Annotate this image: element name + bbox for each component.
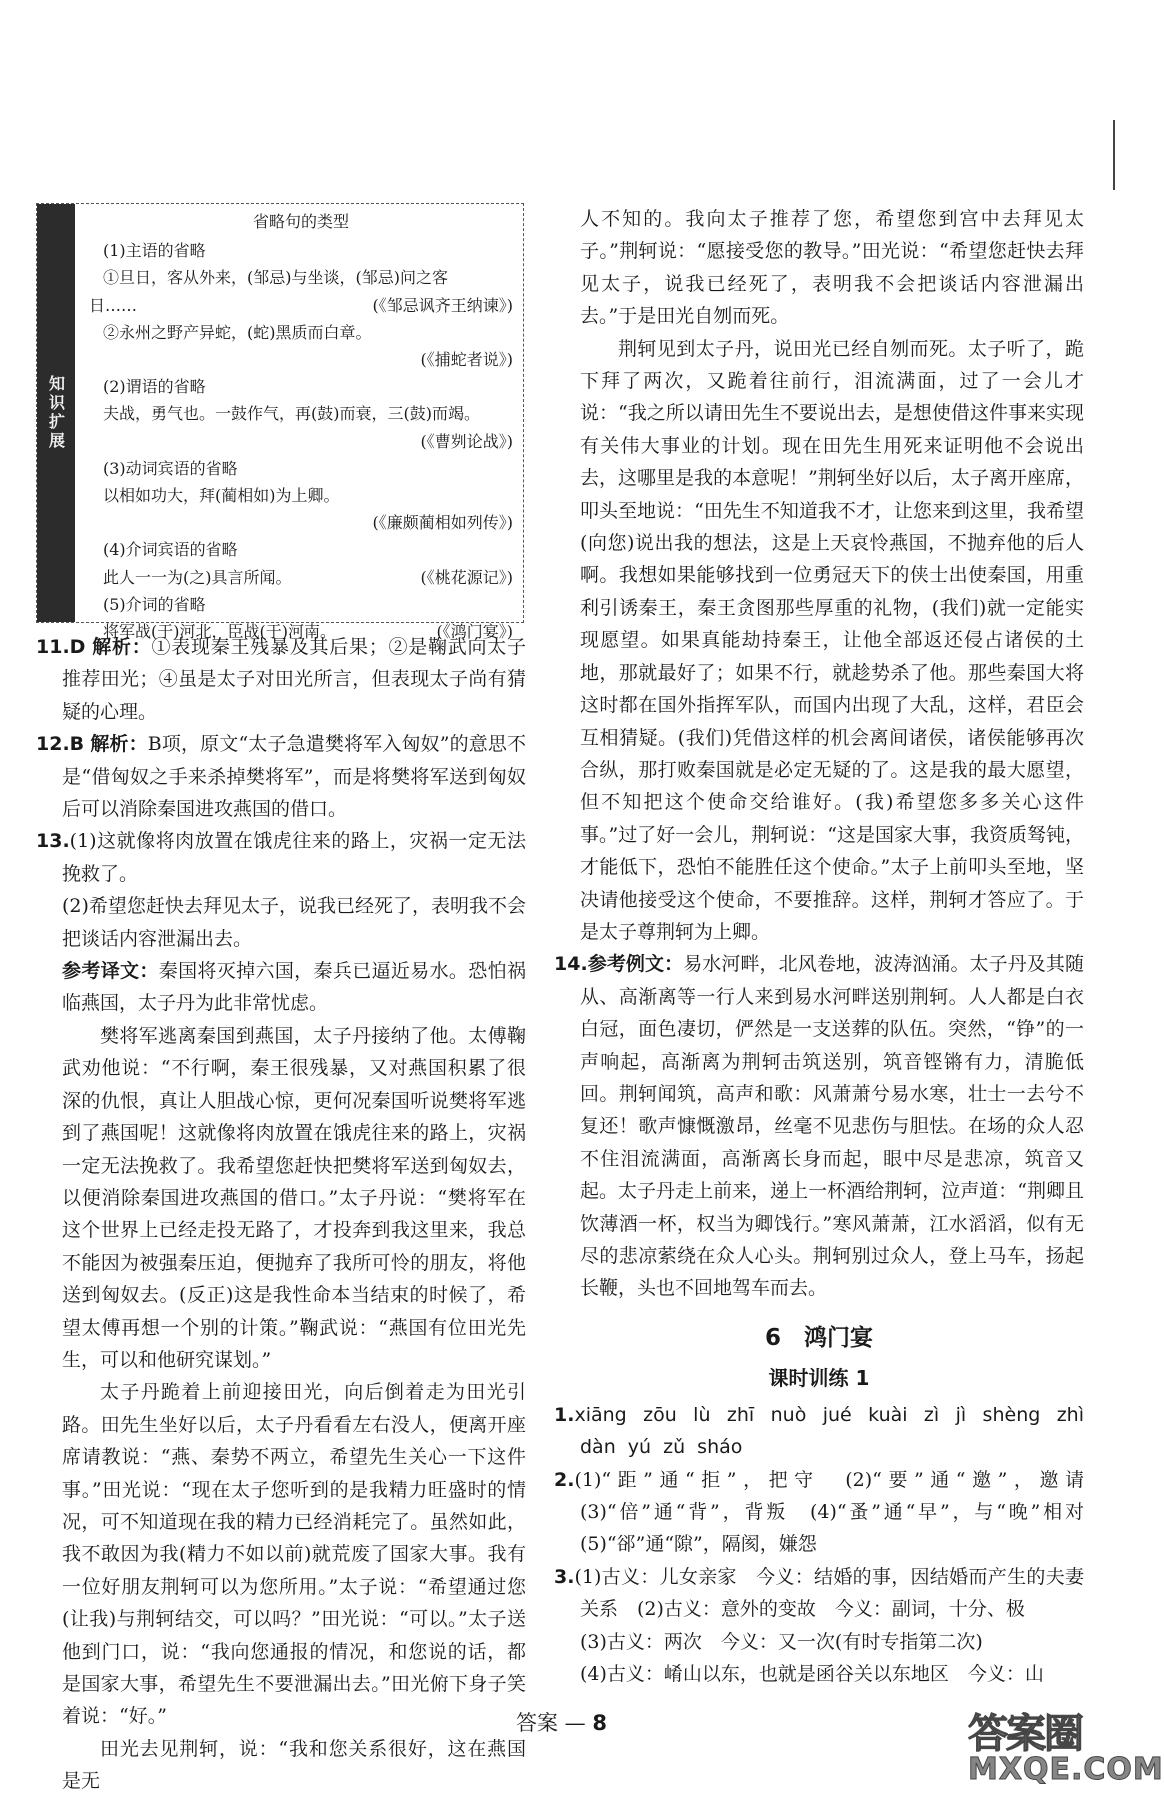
knowledge-strip-label: 知识扩展 — [46, 375, 66, 451]
box-line: ②永州之野产异蛇，(蛇)黑质而白章。 — [103, 322, 372, 342]
box-source: (《曹刿论战》) — [420, 431, 513, 451]
q3-answer-2: (3)古义：两次 今义：又一次(有时专指第二次) — [580, 1630, 983, 1653]
box-source: (《捕蛇者说》) — [420, 350, 513, 370]
q12-label: 解析： — [90, 733, 148, 756]
box-line — [89, 564, 513, 591]
box-source: (《鸿门宴》) — [436, 622, 513, 642]
reference-p4: 田光去见荆轲，说：“我和您关系很好，这在燕国是无 — [62, 1737, 526, 1793]
q14-number: 14. — [554, 953, 588, 976]
question-11 — [36, 631, 526, 728]
q3-answer-1: (1)古义：儿女亲家 今义：结婚的事，因结婚而产生的夫妻关系 (2)古义：意外的变故 今义：副词，十分、极 — [574, 1565, 1084, 1621]
box-line: (2)谓语的省略 — [103, 377, 206, 397]
box-line — [89, 618, 513, 645]
page-edge-line — [1113, 120, 1115, 190]
q12-text: B项，原文“太子急遣樊将军入匈奴”的意思不是“借匈奴之手来杀掉樊将军”，而是将樊将军送到匈奴后可以消除秦国进攻燕国的借口。 — [62, 733, 526, 821]
q14-text: 易水河畔，北风卷地，波涛汹涌。太子丹及其随从、高渐离等一行人来到易水河畔送别荆轲。人人都是白衣白冠，面色凄切，俨然是一支送葬的队伍。突然，“铮”的一声响起，高渐离为荆轲击筑送别，筑音铿锵有力，清脆低回。荆轲闻筑，高声和歌：风萧萧兮易水寒，壮士一去兮不复还！歌声慷慨激昂，丝毫不见悲伤与胆怯。在场的众人忍不住泪流满面，高渐离长身而起，眼中尽是悲凉，筑音又起。太子丹走上前来，递上一杯酒给荆轲，泣声道：“荆卿且饮薄酒一杯，权当为卿饯行。”寒风萧萧，江水滔滔，似有无尽的悲凉萦绕在众人心头。荆轲别过众人，登上马车，扬起长鞭，头也不回地驾车而去。 — [580, 953, 1084, 1300]
q14-label: 参考例文： — [587, 953, 684, 976]
reference-label: 参考译文： — [62, 960, 159, 983]
reference-p3: 太子丹跪着上前迎接田光，向后倒着走为田光引路。田先生坐好以后，太子丹看看左右没人，便离开座席请教说：“燕、秦势不两立，希望先生关心一下这件事。”田光说：“现在太子您听到的是我精力旺盛时的情况，可不知道现在我的精力已经消耗完了。虽然如此，我不敢因为我(精力不如以前)就荒废了国家大事。我有一位好朋友荆轲可以为您所用。”太子说：“希望通过您(让我)与荆轲结交，可以吗？”田光说：“可以。”太子送他到门口，说：“我向您通报的情况，和您说的话，都是国家大事，希望先生不要泄漏出去。”田光俯下身子笑着说：“好。” — [62, 1381, 526, 1728]
box-line-text: 日…… — [89, 295, 138, 315]
left-column — [36, 203, 526, 1798]
reference-translation-intro — [36, 955, 526, 1020]
box-line: (4)介词宾语的省略 — [103, 540, 238, 560]
reference-p1: 秦国将灭掉六国，秦兵已逼近易水。恐怕祸临燕国，太子丹为此非常忧虑。 — [62, 960, 526, 1015]
question-3 — [554, 1561, 1084, 1626]
knowledge-box — [36, 203, 524, 642]
q12-number: 12. — [36, 733, 70, 756]
watermark-line-1: 答案圈 — [968, 1711, 1082, 1757]
lesson-title: 课时训练 1 — [768, 1365, 870, 1390]
watermark-line-2: MXQE.COM — [968, 1752, 1164, 1787]
q2-text: (1)“距”通“拒”，把守 (2)“要”通“邀”，邀请 (3)“倍”通“背”，背叛 (4)“蚤”通“早”，与“晚”相对 (5)“郤”通“隙”，隔阂，嫌怨 — [574, 1468, 1104, 1556]
box-line: 以相如功大，拜(蔺相如)为上卿。 — [103, 486, 340, 506]
right-column — [554, 203, 1104, 1690]
q11-label: 解析： — [92, 636, 152, 658]
box-line: 夫战，勇气也。一鼓作气，再(鼓)而衰，三(鼓)而竭。 — [103, 404, 480, 424]
q11-number: 11. — [36, 636, 70, 658]
knowledge-strip — [37, 204, 75, 622]
reference-p2: 樊将军逃离秦国到燕国，太子丹接纳了他。太傅鞠武劝他说：“不行啊，秦王很残暴，又对燕国积累了很深的仇恨，真让人胆战心惊，更何况秦国听说樊将军逃到了燕国呢！这就像将肉放置在饿虎往来的路上，灾祸一定无法挽救了。我希望您赶快把樊将军送到匈奴去，以便消除秦国进攻燕国的借口。”太子丹说：“樊将军在这个世界上已经走投无路了，才投奔到我这里来，我总不能因为被强秦压迫，便抛弃了我所可怜的朋友，将他送到匈奴去。(反正)这是我性命本当结束的时候了，希望太傅再想一个别的计策。”鞠武说：“燕国有位田光先生，可以和他研究谋划。” — [62, 1024, 526, 1371]
box-line: ①旦日，客从外来，(邹忌)与坐谈，(邹忌)问之客 — [103, 268, 448, 288]
q13-number: 13. — [36, 830, 70, 853]
reference-p5: 荆轲见到太子丹，说田光已经自刎而死。太子听了，跪下拜了两次，又跪着往前行，泪流满面，过了一会儿才说：“我之所以请田先生不要说出去，是想使借这件事来实现有关伟大事业的计划。现在田先生用死来证明他不会说出去，这哪里是我的本意呢！”荆轲坐好以后，太子离开座席，叩头至地说：“田先生不知道我不才，让您来到这里，我希望(向您)说出我的想法，这是上天哀怜燕国，不抛弃他的后人啊。我想如果能够找到一位勇冠天下的侠士出使秦国，用重利引诱秦王，秦王贪图那些厚重的礼物，(我们)就一定能实现愿望。如果真能劫持秦王，让他全部返还侵占诸侯的土地，那就最好了；如果不行，就趁势杀了他。那些秦国大将这时都在国外指挥军队，而国内出现了大乱，这样，君臣会互相猜疑。(我们)凭借这样的机会离间诸侯，诸侯能够再次合纵，那打败秦国就是必定无疑的了。这是我的最大愿望，但不知把这个使命交给谁好。(我)希望您多多关心这件事。”过了好一会儿，荆轲说：“这是国家大事，我资质驽钝，才能低下，恐怕不能胜任这个使命。”太子上前叩头至地，坚决请他接受这个使命，不要推辞。这样，荆轲才答应了。于是太子尊荆轲为上卿。 — [580, 337, 1084, 943]
box-title: 省略句的类型 — [252, 212, 349, 231]
watermark-logo — [962, 1700, 1164, 1798]
question-2 — [554, 1464, 1104, 1561]
q13-answer-2: (2)希望您赶快去拜见太子，说我已经死了，表明我不会把谈话内容泄漏出去。 — [62, 895, 526, 950]
box-line: (1)主语的省略 — [103, 241, 206, 261]
q11-answer: D — [69, 636, 86, 658]
q11-text: ①表现秦王残暴及其后果；②是鞠武向太子推荐田光；④虽是太子对田光所言，但表现太子尚有猜疑的心理。 — [62, 636, 526, 723]
box-line: (3)动词宾语的省略 — [103, 458, 238, 478]
q1-number: 1. — [554, 1403, 575, 1426]
box-source: (《邹忌讽齐王纳谏》) — [372, 295, 513, 315]
reference-continued: 人不知的。我向太子推荐了您，希望您到宫中去拜见太子。”荆轲说：“愿接受您的教导。”田光说：“希望您赶快去拜见太子，说我已经死了，表明我不会把谈话内容泄漏出去。”于是田光自刎而死。 — [580, 208, 1084, 328]
box-line-text: 将军战(于)河北，臣战(于)河南。 — [103, 622, 336, 642]
q3-answer-3: (4)古义：崤山以东，也就是函谷关以东地区 今义：山 — [580, 1663, 1044, 1686]
box-source: (《桃花源记》) — [420, 567, 513, 587]
box-line-text: 此人一一为(之)具言所闻。 — [103, 567, 292, 587]
page-number: 8 — [592, 1711, 607, 1735]
q3-number: 3. — [554, 1565, 575, 1588]
q2-number: 2. — [554, 1468, 575, 1491]
question-1 — [554, 1399, 1084, 1464]
q1-pinyin: xiāng zōu lù zhī nuò jué kuài zì jì shèng zhì dàn yú zǔ sháo — [574, 1403, 1084, 1459]
box-source: (《廉颇蔺相如列传》) — [372, 513, 513, 533]
question-12 — [36, 728, 526, 825]
page-footer — [0, 1707, 1123, 1737]
box-line: (5)介词的省略 — [103, 594, 206, 614]
footer-label: 答案 — — [516, 1711, 593, 1735]
q12-answer: B — [69, 733, 85, 756]
box-line — [89, 292, 513, 319]
question-13 — [36, 825, 526, 890]
section-title: 6 鸿门宴 — [764, 1324, 873, 1351]
q13-answer-1: (1)这就像将肉放置在饿虎往来的路上，灾祸一定无法挽救了。 — [62, 830, 526, 885]
knowledge-content — [89, 208, 513, 645]
question-14 — [554, 948, 1084, 1304]
